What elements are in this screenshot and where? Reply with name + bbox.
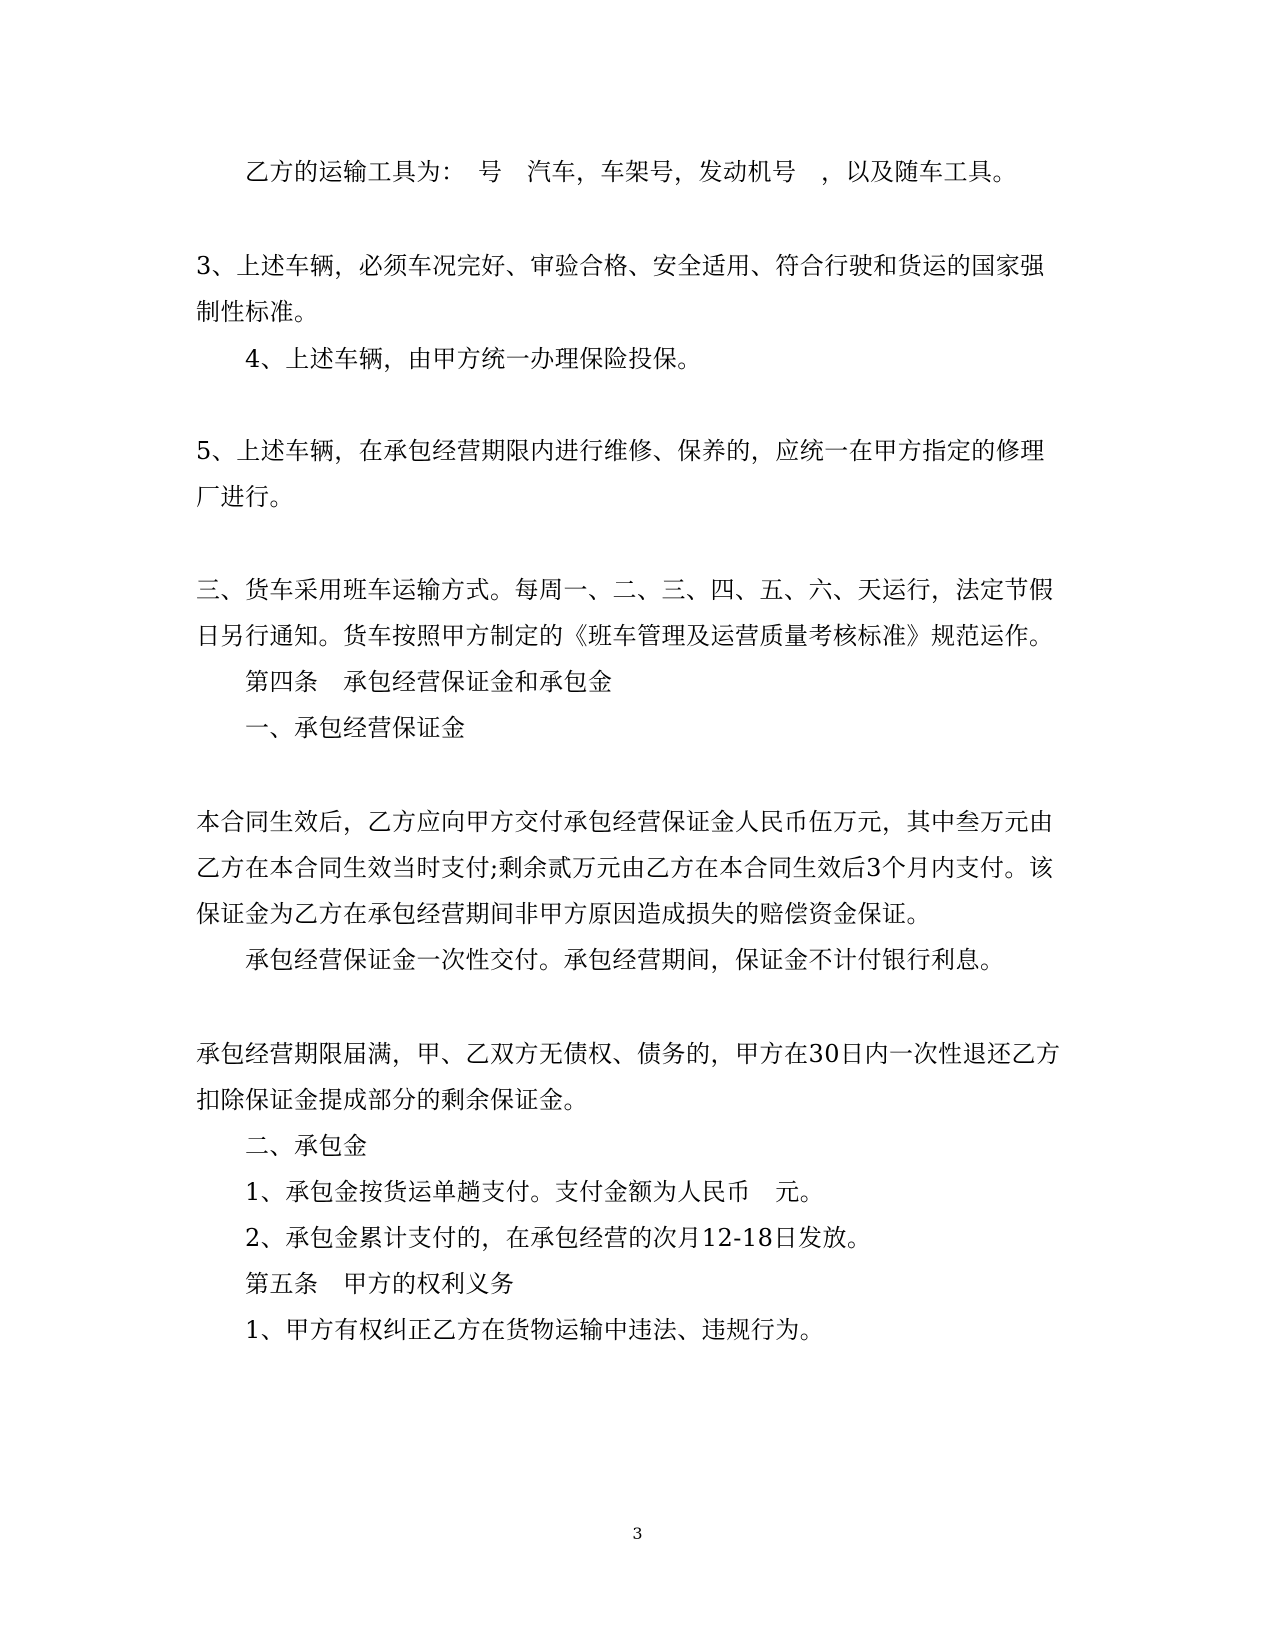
text-line-item-5: 5、上述车辆，在承包经营期限内进行维修、保养的，应统一在甲方指定的修理 [196,437,1045,465]
subsection-deposit-heading: 一、承包经营保证金 [245,714,466,742]
text-line-item-3-cont: 制性标准。 [196,298,319,326]
text-line-deposit-2: 乙方在本合同生效当时支付;剩余贰万元由乙方在本合同生效后3个月内支付。该 [196,854,1054,882]
text-line-deposit-3: 保证金为乙方在承包经营期间非甲方原因造成损失的赔偿资金保证。 [196,900,931,928]
text-line-deposit-refund-1: 承包经营期限届满，甲、乙双方无债权、债务的，甲方在30日内一次性退还乙方 [196,1040,1061,1068]
article-4-heading: 第四条 承包经营保证金和承包金 [245,668,613,696]
text-line-fee-item-2: 2、承包金累计支付的，在承包经营的次月12-18日发放。 [245,1224,872,1252]
subsection-contract-fee-heading: 二、承包金 [245,1132,368,1160]
text-line-section-3-cont: 日另行通知。货车按照甲方制定的《班车管理及运营质量考核标准》规范运作。 [196,622,1054,650]
text-line-item-5-cont: 厂进行。 [196,483,294,511]
text-line-deposit-1: 本合同生效后，乙方应向甲方交付承包经营保证金人民币伍万元，其中叁万元由 [196,808,1054,836]
text-line-section-3: 三、货车采用班车运输方式。每周一、二、三、四、五、六、天运行，法定节假 [196,576,1054,604]
text-line-item-3: 3、上述车辆，必须车况完好、审验合格、安全适用、符合行驶和货运的国家强 [196,252,1045,280]
text-line-deposit-interest: 承包经营保证金一次性交付。承包经营期间，保证金不计付银行利息。 [245,946,1005,974]
page-number: 3 [632,1524,643,1543]
article-5-heading: 第五条 甲方的权利义务 [245,1270,515,1298]
text-line-deposit-refund-2: 扣除保证金提成部分的剩余保证金。 [196,1086,588,1114]
text-line-vehicle-tools: 乙方的运输工具为： 号 汽车，车架号，发动机号 ，以及随车工具。 [245,158,1017,186]
text-line-item-4: 4、上述车辆，由甲方统一办理保险投保。 [245,345,702,373]
text-line-party-a-item-1: 1、甲方有权纠正乙方在货物运输中违法、违规行为。 [245,1316,825,1344]
text-line-fee-item-1: 1、承包金按货运单趟支付。支付金额为人民币 元。 [245,1178,825,1206]
